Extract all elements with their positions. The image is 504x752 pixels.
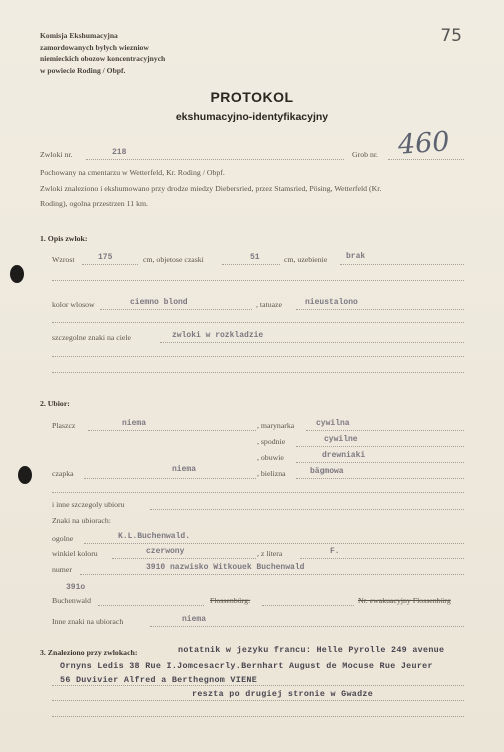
kolor-label: kolor wlosow [52, 300, 95, 309]
uzebienie-line [340, 264, 464, 265]
inne-line [150, 509, 464, 510]
numer-line [80, 574, 464, 575]
blank-line [52, 716, 464, 717]
blank-line [52, 685, 464, 686]
inne-label: i inne szczegoly ubioru [52, 500, 125, 509]
kolor-value: ciemno blond [130, 298, 188, 307]
punch-hole [10, 265, 24, 283]
header-line-4: w powiecie Roding / Obpf. [40, 65, 126, 75]
czapka-value: niema [172, 465, 197, 474]
blank-line [52, 492, 464, 493]
grob-value-handwritten: 460 [396, 126, 451, 161]
header-line-2: zamordowanych bylych wiezniow [40, 42, 149, 52]
tatuaze-line [296, 309, 464, 310]
inne-znaki-line [150, 626, 464, 627]
znaki-value: zwloki w rozkladzie [172, 331, 264, 340]
bielizna-label: , bielizna [257, 469, 286, 478]
buchenwald-line [98, 605, 204, 606]
obuwie-label: , obuwie [257, 453, 284, 462]
bielizna-value: bägmowa [310, 467, 344, 476]
grob-label: Grob nr. [352, 150, 378, 159]
marynarka-value: cywilna [316, 419, 350, 428]
znaki-line [160, 342, 464, 343]
found-items-line-3: 56 Duvivier Alfred a Berthegnom VIENE [60, 675, 258, 685]
page-number: 75 [440, 26, 462, 46]
header-line-1: Komisja Ekshumacyjna [40, 31, 118, 40]
blank-line [52, 322, 464, 323]
znaleziono-text-2: Roding), ogolna przestrzen 11 km. [40, 199, 148, 208]
section2-heading: 2. Ubior: [40, 399, 70, 408]
cm1-label: cm, objetose czaski [143, 255, 204, 264]
obuwie-value: drewniaki [322, 451, 366, 460]
found-items-line-4: reszta po drugiej stronie w Gwadze [192, 689, 374, 699]
document-title: PROTOKOL [210, 89, 294, 105]
ogolne-line [84, 543, 464, 544]
wzrost-line [82, 264, 138, 265]
found-items-line-2: Ornyns Ledis 38 Rue I.Jomcesacrly.Bernhart August de Mocuse Rue Jeurer [60, 661, 433, 671]
plaszcz-value: niema [122, 419, 147, 428]
blank-line [52, 280, 464, 281]
tatuaze-label: , tatuaze [256, 300, 282, 309]
document-subtitle: ekshumacyjno-identyfikacyjny [175, 111, 329, 123]
buchenwald-label: Buchenwald [52, 596, 91, 605]
winkiel-label: winkiel koloru [52, 549, 98, 558]
winkiel-line [112, 558, 256, 559]
litera-label: , z litera [257, 549, 283, 558]
kolor-line [100, 309, 252, 310]
numer-label: numer [52, 565, 72, 574]
wzrost-label: Wzrost [52, 255, 75, 264]
spodnie-value: cywilne [324, 435, 358, 444]
marynarka-label: , marynarka [257, 421, 295, 430]
czapka-line [84, 478, 256, 479]
znaki-ubior-label: Znaki na ubiorach: [52, 516, 111, 525]
blank-line [52, 700, 464, 701]
flossenburg-label: Flossenbürg: [210, 596, 251, 605]
ewakuacyjny-label: Nr. ewakuacyjny Flossenbürg [358, 596, 451, 605]
numer-value: 3910 nazwisko Witkouek Buchenwald [146, 563, 305, 572]
buchenwald-number: 391o [66, 583, 86, 592]
spodnie-label: , spodnie [257, 437, 286, 446]
marynarka-line [306, 430, 464, 431]
wzrost-value: 175 [98, 253, 113, 262]
zwloki-label: Zwloki nr. [40, 150, 73, 159]
pochowany-text: Pochowany na cmentarzu w Wetterfeld, Kr. Roding / Obpf. [40, 168, 225, 177]
section3-heading: 3. Znaleziono przy zwlokach: [40, 648, 138, 657]
zwloki-line [86, 159, 344, 160]
plaszcz-label: Plaszcz [52, 421, 76, 430]
tatuaze-value: nieustalono [305, 298, 358, 307]
header-line-3: niemieckich obozow koncentracyjnych [40, 54, 166, 63]
inne-znaki-label: Inne znaki na ubiorach [52, 617, 124, 626]
winkiel-value: czerwony [146, 547, 185, 556]
plaszcz-line [88, 430, 256, 431]
litera-value: F. [330, 547, 340, 556]
punch-hole [18, 466, 32, 484]
ogolne-label: ogolne [52, 534, 74, 543]
obuwie-line [296, 462, 464, 463]
uzebienie-value: brak [346, 252, 366, 261]
spodnie-line [296, 446, 464, 447]
bielizna-line [296, 478, 464, 479]
znaleziono-text-1: Zwloki znaleziono i ekshumowano przy drodze miedzy Diebersried, przez Stamsried, Pösing, Wetterfeld (Kr. [40, 184, 382, 193]
found-items-line-1: notatnik w jezyku francu: Helle Pyrolle 249 avenue [178, 645, 445, 655]
blank-line [52, 372, 464, 373]
czaszka-line [222, 264, 280, 265]
commission-header [40, 30, 165, 76]
ogolne-value: K.L.Buchenwald. [118, 532, 191, 541]
litera-line [300, 558, 464, 559]
inne-znaki-value: niema [182, 615, 207, 624]
flossenburg-line [262, 605, 354, 606]
zwloki-value: 218 [112, 148, 127, 157]
section1-heading: 1. Opis zwlok: [40, 234, 88, 243]
czaszka-value: 51 [250, 253, 260, 262]
cm2-label: cm, uzebienie [284, 255, 328, 264]
znaki-label: szczegolne znaki na ciele [52, 333, 132, 342]
czapka-label: czapka [52, 469, 74, 478]
blank-line [52, 356, 464, 357]
